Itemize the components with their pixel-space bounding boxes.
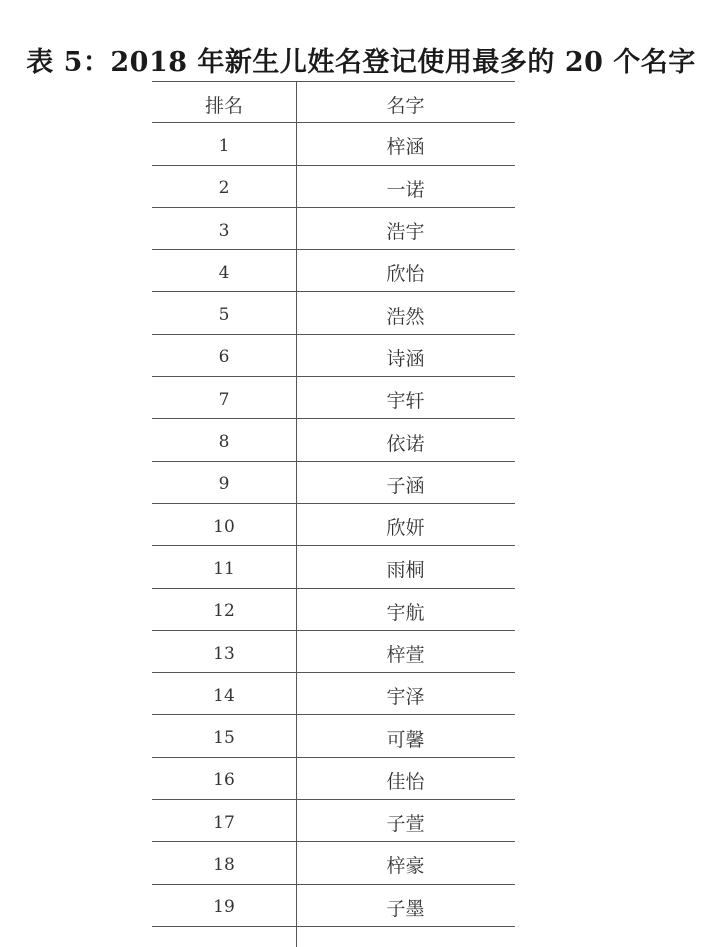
table-row [152, 419, 515, 461]
table-row [152, 885, 515, 927]
table-row [152, 631, 515, 673]
name-cell: 一诺 [386, 178, 425, 201]
table-row-partial [152, 927, 515, 947]
rank-cell: 3 [218, 220, 230, 241]
name-cell: 子墨 [386, 897, 425, 920]
table-row [152, 504, 515, 546]
rank-cell: 14 [213, 685, 235, 706]
table-body [152, 81, 515, 947]
table-row [152, 673, 515, 715]
names-table [152, 81, 515, 947]
name-cell: 浩宇 [386, 221, 425, 244]
name-cell: 欣妍 [386, 517, 425, 540]
rank-cell: 5 [218, 305, 230, 326]
header-name: 名字 [386, 94, 425, 117]
name-cell: 佳怡 [386, 770, 425, 793]
table-row [152, 292, 515, 334]
page-title: 表 5：2018 年新生儿姓名登记使用最多的 20 个名字 [26, 47, 696, 78]
rank-cell: 11 [213, 558, 235, 579]
name-cell: 浩然 [386, 305, 425, 328]
name-cell: 子涵 [386, 474, 425, 497]
table-row [152, 250, 515, 292]
rank-cell: 15 [213, 728, 235, 749]
rank-cell: 10 [213, 516, 235, 537]
header-rank: 排名 [204, 94, 243, 117]
name-cell: 宇航 [386, 601, 425, 624]
name-cell: 梓豪 [386, 855, 425, 878]
name-cell: 欣怡 [386, 263, 425, 286]
name-cell: 雨桐 [386, 559, 425, 582]
rank-cell: 4 [218, 262, 230, 283]
name-cell: 宇轩 [386, 390, 425, 413]
name-cell: 梓萱 [386, 644, 425, 666]
rank-cell: 6 [218, 347, 230, 368]
name-cell: 宇泽 [386, 686, 425, 709]
table-header-row [152, 81, 515, 123]
table-row [152, 123, 515, 165]
rank-cell: 18 [213, 854, 235, 875]
table-row [152, 715, 515, 757]
name-cell: 依诺 [386, 432, 425, 455]
rank-cell: 1 [218, 135, 230, 156]
name-cell: 可馨 [386, 728, 425, 751]
rank-cell: 17 [213, 812, 235, 833]
table-row [152, 462, 515, 504]
table-row [152, 842, 515, 884]
table-row [152, 377, 515, 419]
rank-cell: 19 [213, 897, 235, 918]
rank-cell: 7 [218, 389, 230, 410]
rank-cell: 8 [218, 432, 230, 453]
table-row [152, 208, 515, 250]
table-row [152, 546, 515, 588]
name-cell: 诗涵 [386, 347, 425, 370]
table-row [152, 758, 515, 800]
table-row [152, 335, 515, 377]
name-cell: 梓涵 [386, 136, 425, 159]
table-row [152, 166, 515, 208]
rank-cell: 2 [218, 178, 230, 199]
table-row [152, 589, 515, 631]
table-row [152, 800, 515, 842]
rank-cell: 9 [218, 474, 230, 495]
rank-cell: 16 [213, 770, 235, 791]
rank-cell: 13 [213, 643, 235, 664]
name-cell: 子萱 [386, 813, 425, 836]
rank-cell: 12 [213, 601, 235, 622]
